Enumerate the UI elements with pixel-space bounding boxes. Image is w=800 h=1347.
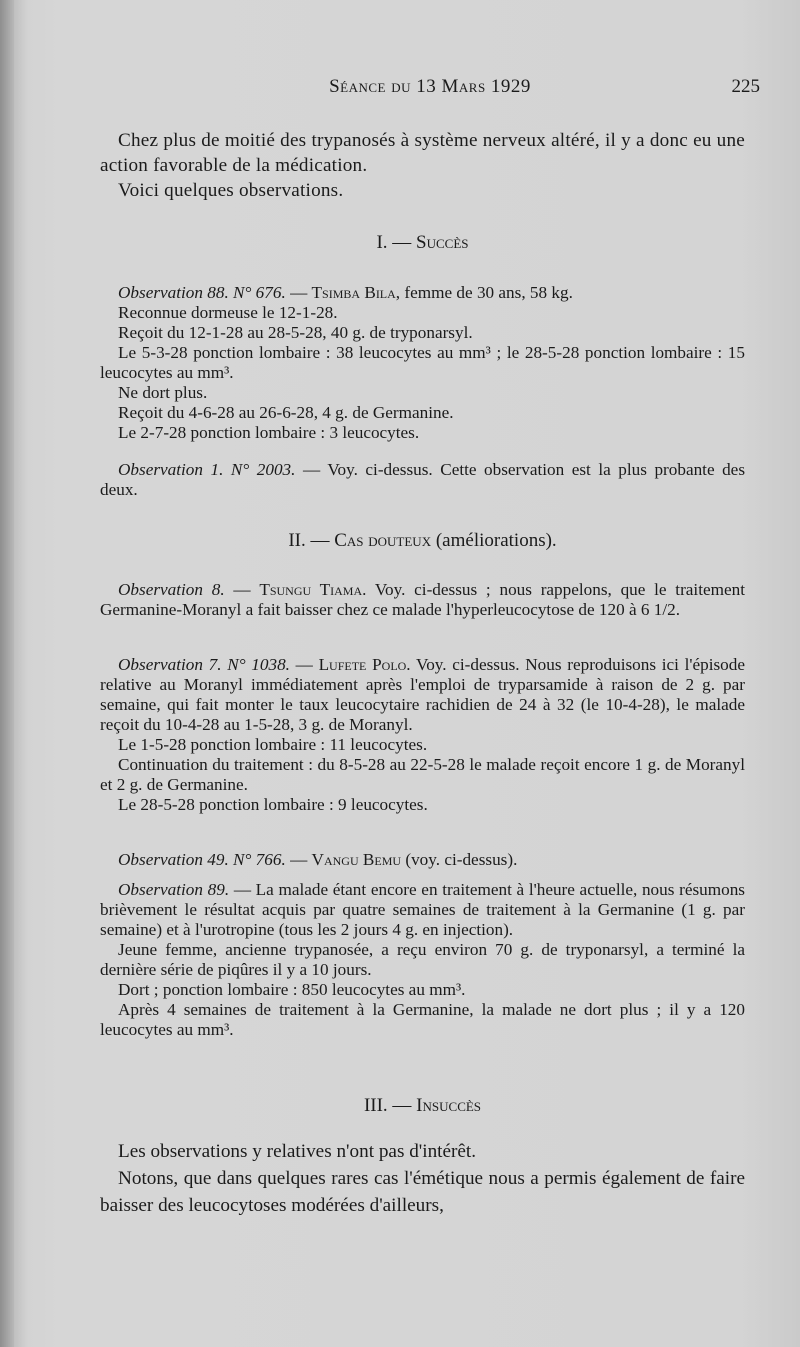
intro-line-2: Voici quelques observations. bbox=[118, 180, 344, 201]
observation-7 bbox=[100, 655, 745, 815]
observation-88-line-5: Reçoit du 4-6-28 au 26-6-28, 4 g. de Germanine. bbox=[118, 403, 454, 422]
observation-89-line-1: Jeune femme, ancienne trypanosée, a reçu environ 70 g. de tryponarsyl, a terminé la dernière série de piqûres il y a 10 jours. bbox=[100, 940, 745, 979]
observation-8-dash: — bbox=[224, 580, 260, 599]
closing-paragraph bbox=[100, 1138, 745, 1219]
observation-8-patient-name: Tsungu Tiama. bbox=[259, 580, 367, 599]
observation-1-text: — Voy. ci-dessus. Cette observation est la plus probante des deux. bbox=[100, 460, 746, 499]
section-title-failures: III. — Insuccès bbox=[363, 1095, 482, 1116]
closing-line-2: Notons, que dans quelques rares cas l'émétique nous a permis également de faire baisser des leucocytoses modérées d'ailleurs, bbox=[100, 1168, 745, 1216]
observation-88-dash: — bbox=[285, 283, 312, 302]
observation-1-heading: Observation 1. N° 2003. bbox=[118, 460, 296, 479]
observation-89-line-3: Après 4 semaines de traitement à la Germanine, la malade ne dort plus ; il y a 120 leucocytes au mm³. bbox=[100, 1000, 745, 1039]
section-title-success: I. — Succès bbox=[376, 232, 469, 253]
observation-7-heading: Observation 7. N° 1038. bbox=[118, 655, 290, 674]
observation-88-patient-name: Tsimba Bila, bbox=[311, 283, 401, 302]
page-number: 225 bbox=[731, 76, 760, 97]
observation-7-line-2: Continuation du traitement : du 8-5-28 au 22-5-28 le malade reçoit encore 1 g. de Moranyl et 2 g. de Germanine. bbox=[100, 755, 745, 794]
observation-49-patient-name: Vangu Bemu bbox=[311, 850, 402, 869]
section-2-title: Cas douteux bbox=[334, 530, 432, 551]
observation-1 bbox=[100, 460, 745, 500]
observation-88-line-1: Reconnue dormeuse le 12-1-28. bbox=[118, 303, 338, 322]
observation-89-text: — La malade étant encore en traitement à l'heure actuelle, nous résumons brièvement le résultat acquis par quatre semaines de traitement à la Germanine (1 g. par semaine) et à l'urotropine (tous les 2 jours 4 g. en injection). bbox=[100, 880, 745, 939]
observation-88-line-6: Le 2-7-28 ponction lombaire : 3 leucocytes. bbox=[118, 423, 420, 442]
section-2-subtitle: (améliorations). bbox=[431, 530, 557, 551]
running-title: Séance du 13 Mars 1929 bbox=[329, 76, 531, 97]
observation-88-line-4: Ne dort plus. bbox=[118, 383, 208, 402]
section-2-number: II. — bbox=[288, 530, 335, 551]
observation-7-text: Voy. ci-dessus. Nous reproduisons ici l'épisode relative au Moranyl immédiatement après l'emploi de tryparsamide à raison de 2 g. par semaine, qui fait monter le taux leucocytaire rachidien de 24 à 32 (le 10-4-28), le malade reçoit du 10-4-28 au 1-5-28, 3 g. de Moranyl. bbox=[100, 655, 745, 734]
intro-paragraph bbox=[100, 128, 745, 203]
observation-49-heading: Observation 49. N° 766. bbox=[118, 850, 286, 869]
observation-49 bbox=[100, 850, 745, 870]
observation-7-line-1: Le 1-5-28 ponction lombaire : 11 leucocytes. bbox=[118, 735, 428, 754]
observation-49-dash: — bbox=[285, 850, 312, 869]
page-spine-shadow bbox=[0, 0, 14, 1347]
observation-89-line-2: Dort ; ponction lombaire : 850 leucocytes au mm³. bbox=[118, 980, 466, 999]
page-header bbox=[100, 76, 760, 106]
closing-line-1: Les observations y relatives n'ont pas d'intérêt. bbox=[118, 1141, 477, 1162]
observation-88 bbox=[100, 283, 745, 443]
observation-89-heading: Observation 89. bbox=[118, 880, 230, 899]
intro-line-1: Chez plus de moitié des trypanosés à système nerveux altéré, il y a donc eu une action favorable de la médication. bbox=[100, 130, 745, 176]
observation-7-dash: — bbox=[289, 655, 319, 674]
observation-88-details: femme de 30 ans, 58 kg. bbox=[400, 283, 573, 302]
observation-7-line-3: Le 28-5-28 ponction lombaire : 9 leucocytes. bbox=[118, 795, 428, 814]
observation-7-patient-name: Lufete Polo. bbox=[318, 655, 411, 674]
section-title-doubtful bbox=[100, 530, 745, 552]
observation-89 bbox=[100, 880, 745, 1040]
observation-88-heading: Observation 88. N° 676. bbox=[118, 283, 286, 302]
observation-8-heading: Observation 8. bbox=[118, 580, 225, 599]
observation-8-text: Voy. ci-dessus ; nous rappelons, que le traitement Germanine-Moranyl a fait baisser chez ce malade l'hyperleucocytose de 120 à 6 1/2. bbox=[100, 580, 745, 619]
observation-8 bbox=[100, 580, 745, 620]
observation-49-text: (voy. ci-dessus). bbox=[401, 850, 518, 869]
observation-88-line-3: Le 5-3-28 ponction lombaire : 38 leucocytes au mm³ ; le 28-5-28 ponction lombaire : 15 leucocytes au mm³. bbox=[100, 343, 745, 382]
observation-88-line-2: Reçoit du 12-1-28 au 28-5-28, 40 g. de tryponarsyl. bbox=[118, 323, 473, 342]
